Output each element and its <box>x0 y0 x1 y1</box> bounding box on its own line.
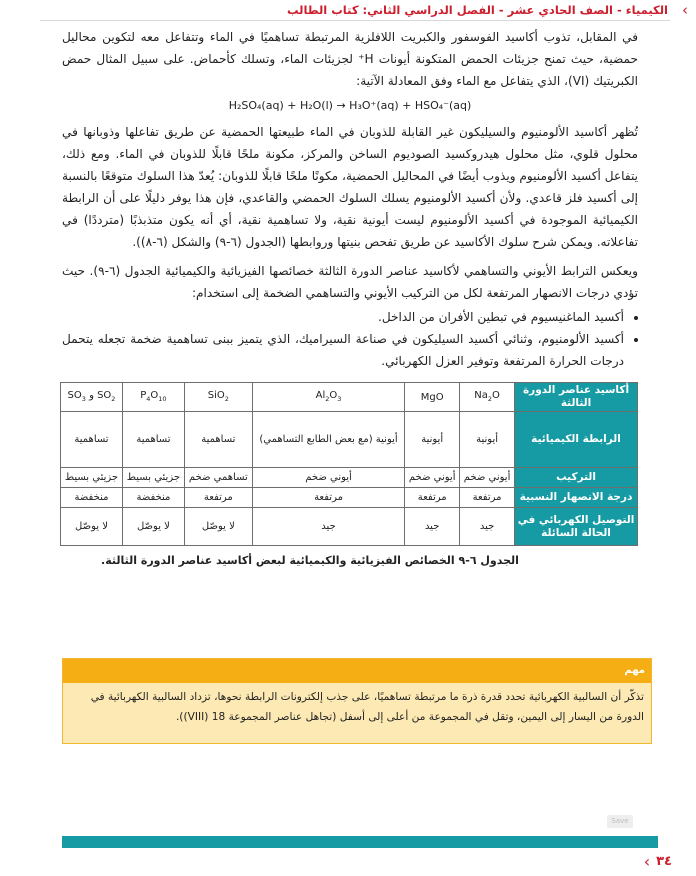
bottom-accent-bar <box>62 836 658 848</box>
row-header-structure: التركيب <box>515 468 638 488</box>
table-cell: تساهمية <box>61 412 123 468</box>
prev-page-chevron-icon[interactable]: ‹ <box>643 852 651 871</box>
table-cell: أيونية <box>405 412 460 468</box>
table-cell: لا يوصّل <box>184 508 252 546</box>
table-row <box>61 488 638 508</box>
back-chevron-icon[interactable]: ‹ <box>682 1 688 19</box>
eq-arrow: → <box>336 99 346 112</box>
header-title: الكيمياء - الصف الحادي عشر - الفصل الدراسي الثاني: كتاب الطالب <box>286 3 668 17</box>
column-header-p4o10: $P_4O_{10}$ <box>122 383 184 412</box>
paragraph-2: تُظهر أكاسيد الألومنيوم والسيليكون غير القابلة للذوبان في الماء طبيعتها الحمضية عن طريق تفاعلها وذوبانها في محلول قلوي، مثل محلول هيدروكسيد الصوديوم الساخن والمركز، مكونة ملحًا قابلًا للذوبان في الماء. ومع ذلك، يتفاعل أكسيد الألومنيوم ويذوب أيضًا في المحاليل الحمضية، مكونًا ملحًا قابلًا للذوبان: يُعدّ هذا السلوك متوقعًا بالنسبة إلى أكسيد فلز قاعدي. ولأن أكسيد الألومنيوم يسلك السلوك الحمضي والقاعدي، فإن هذا يوفر دليلًا على أن الرابطة الكيميائية الموجودة في أكسيد الألومنيوم ليست أيونية نقية، ولا تساهمية نقية، أي أنه يكون متذبذبًا (مترددًا) في تفاعلاته. ويمكن شرح سلوك الأكاسيد عن طريق تفحص بنيتها وروابطها (الجدول (٦-٩) والشكل (٦-٨)). <box>62 125 638 249</box>
column-header-al2o3: $Al_2O_3$ <box>252 383 404 412</box>
table-cell: أيوني ضخم <box>460 468 515 488</box>
row-header-conductivity: التوصيل الكهربائي في الحالة السائلة <box>515 508 638 546</box>
header-divider <box>40 20 670 21</box>
table-cell: أيونية <box>460 412 515 468</box>
page-footer <box>644 852 672 871</box>
eq-product-h3o: H₃O⁺(aq) <box>349 99 399 112</box>
column-header-sio2: SiO$_2$ <box>184 383 252 412</box>
table-cell: لا يوصّل <box>61 508 123 546</box>
column-header-so2-so3: $SO_2$ و $SO_3$ <box>61 383 123 412</box>
page-header <box>0 0 696 20</box>
table-cell: مرتفعة <box>405 488 460 508</box>
list-item: • أكسيد الماغنيسيوم في تبطين الأفران من الداخل. <box>62 306 624 328</box>
table-cell: أيوني ضخم <box>405 468 460 488</box>
note-text: تذكّر أن السالبية الكهربائية تحدد قدرة ذرة ما مرتبطة تساهميًا، على جذب إلكترونات الرابطة نحوها، تزداد السالبية الكهربائية في الدورة من اليسار إلى اليمين، وتقل في المجموعة من أعلى إلى أسفل (تجاهل عناصر المجموعة 18 (VIII)). <box>90 691 644 723</box>
list-item: • أكسيد الألومنيوم، وثنائي أكسيد السيليكون في صناعة السيراميك، الذي يتميز ببنى تساهمية ضخمة تجعله يتحمل درجات الحرارة المرتفعة وتوفير العزل الكهربائي. <box>62 328 624 372</box>
eq-product-hso4: HSO₄⁻(aq) <box>414 99 472 112</box>
row-header-melting-point: درجة الانصهار النسبية <box>515 488 638 508</box>
note-header-bar <box>63 659 651 683</box>
table-cell: مرتفعة <box>184 488 252 508</box>
page-number: ٣٤ <box>656 854 672 869</box>
main-content <box>62 26 638 567</box>
table-row <box>61 412 638 468</box>
table-cell: لا يوصّل <box>122 508 184 546</box>
paragraph-3: ويعكس الترابط الأيوني والتساهمي لأكاسيد عناصر الدورة الثالثة خصائصها الفيزيائية والكيميائية الجدول (٦-٩). حيث تؤدي درجات الانصهار المرتفعة لكل من التركيب الأيوني والتساهمي الضخمة إلى استخدام: <box>62 264 638 300</box>
table-caption: الجدول ٦-٩ الخصائص الفيزيائية والكيميائية لبعض أكاسيد عناصر الدورة الثالثة. <box>101 554 519 567</box>
paragraph-1: في المقابل، تذوب أكاسيد الفوسفور والكبريت اللافلزية المرتبطة تساهميًا في الماء وتتفاعل معه لتكوين محاليل حمضية، حيث تمنح جزيئات الحمض المتكونة أيونات H⁺ لجزيئات الماء، وتسلك كأحماض. على سبيل المثال حمض الكبريتيك (VI)، الذي يتفاعل مع الماء وفق المعادلة الآتية: <box>62 30 638 88</box>
table-cell: تساهمية <box>122 412 184 468</box>
table-cell: جيد <box>252 508 404 546</box>
eq-plus-2: + <box>402 99 412 112</box>
table-row <box>61 468 638 488</box>
table-cell: مرتفعة <box>252 488 404 508</box>
table-cell: أيونية (مع بعض الطابع التساهمي) <box>252 412 404 468</box>
table-header-row <box>61 383 638 412</box>
table-cell: جيد <box>460 508 515 546</box>
row-header-bonding: الرابطة الكيميائية <box>515 412 638 468</box>
note-label: مهم <box>624 665 645 676</box>
save-button[interactable]: Save <box>607 815 633 828</box>
oxides-properties-table <box>60 382 638 546</box>
table-cell: جزيئي بسيط <box>61 468 123 488</box>
important-note-box <box>62 658 652 744</box>
eq-reactant-water: H₂O(l) <box>299 99 333 112</box>
chemical-equation <box>62 99 638 112</box>
column-header-mgo: MgO <box>405 383 460 412</box>
table-cell: تساهمية <box>184 412 252 468</box>
table-cell: مرتفعة <box>460 488 515 508</box>
eq-plus-1: + <box>287 99 297 112</box>
table-corner-header: أكاسيد عناصر الدورة الثالثة <box>515 383 638 412</box>
table-cell: منخفضة <box>122 488 184 508</box>
table-cell: أيوني ضخم <box>252 468 404 488</box>
table-cell: منخفضة <box>61 488 123 508</box>
table-cell: تساهمي ضخم <box>184 468 252 488</box>
table-row <box>61 508 638 546</box>
table-cell: جيد <box>405 508 460 546</box>
uses-list <box>62 306 638 372</box>
eq-reactant-h2so4: H₂SO₄(aq) <box>228 99 284 112</box>
column-header-na2o: $Na_2O$ <box>460 383 515 412</box>
table-cell: جزيئي بسيط <box>122 468 184 488</box>
